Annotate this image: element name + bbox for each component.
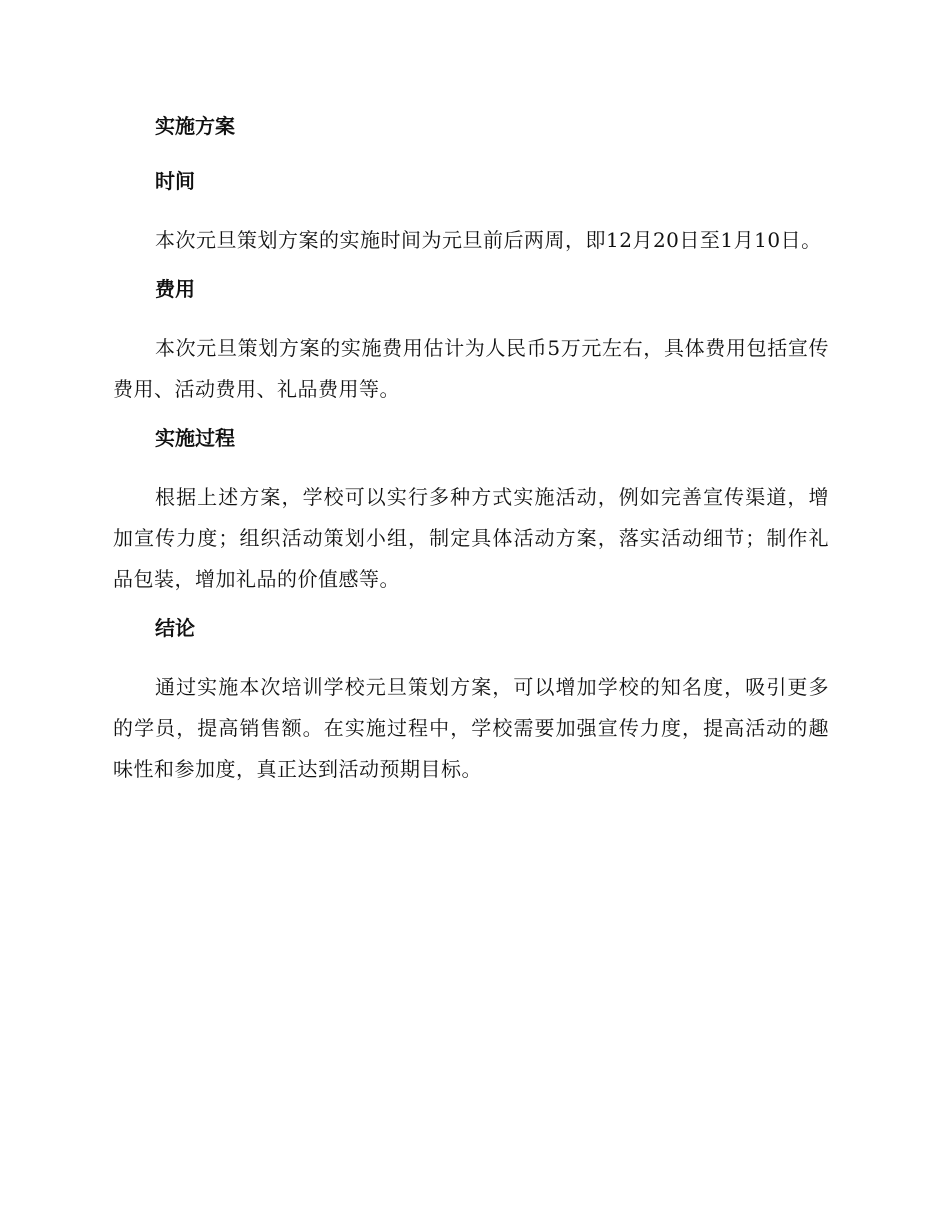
section-heading-cost: 费用 bbox=[155, 277, 195, 301]
section-heading-process: 实施过程 bbox=[155, 426, 235, 450]
section-heading-implementation-plan: 实施方案 bbox=[155, 114, 235, 138]
section-paragraph-conclusion: 通过实施本次培训学校元旦策划方案，可以增加学校的知名度，吸引更多的学员，提高销售额。在实施过程中，学校需要加强宣传力度，提高活动的趣味性和参加度，真正达到活动预期目标。 bbox=[113, 675, 829, 781]
section-paragraph-process: 根据上述方案，学校可以实行多种方式实施活动，例如完善宣传渠道，增加宣传力度；组织活动策划小组，制定具体活动方案，落实活动细节；制作礼品包装，增加礼品的价值感等。 bbox=[113, 485, 829, 591]
section-heading-conclusion: 结论 bbox=[155, 616, 195, 640]
section-heading-time: 时间 bbox=[155, 169, 195, 193]
section-paragraph-time: 本次元旦策划方案的实施时间为元旦前后两周，即12月20日至1月10日。 bbox=[155, 228, 822, 252]
section-paragraph-cost: 本次元旦策划方案的实施费用估计为人民币5万元左右，具体费用包括宣传费用、活动费用、礼品费用等。 bbox=[113, 336, 829, 401]
document-body bbox=[113, 110, 829, 802]
